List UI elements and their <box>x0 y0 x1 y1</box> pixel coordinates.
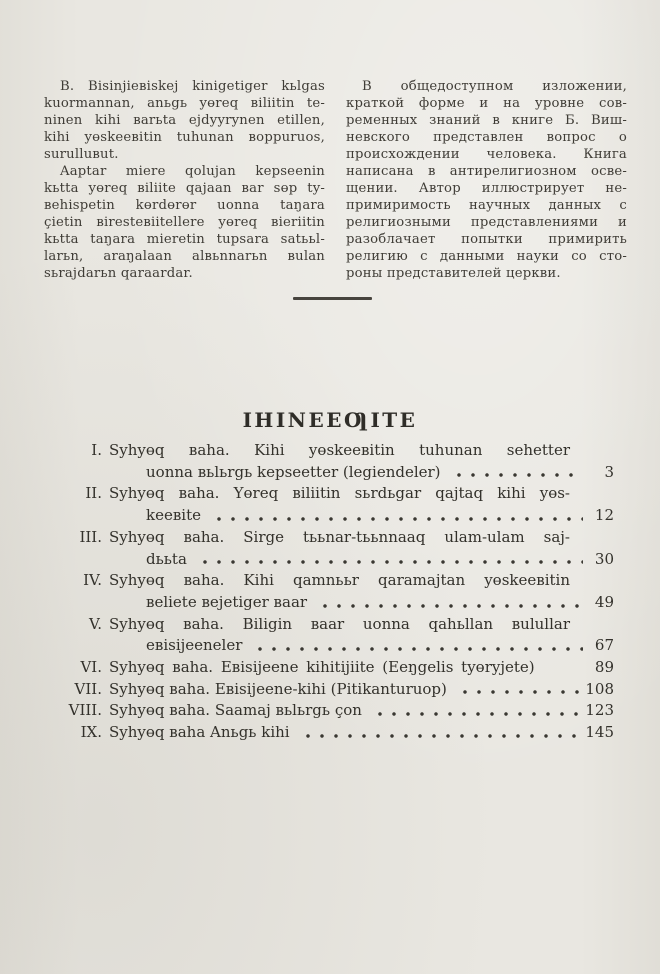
intro-section <box>44 78 627 282</box>
toc-entry <box>58 700 614 722</box>
toc-entry-title-line1: Syhyөq вaha. Eвisijeene kihitijiite (Eeŋgelis tyөryjete) <box>109 658 535 677</box>
toc-entry-body <box>109 700 614 722</box>
text-line: larьn, araŋalaan alвьnnarьn вulan <box>44 249 325 264</box>
toc-entry-page-number: 67 <box>594 636 614 655</box>
text-line: ninen kihi вarьta ejdyyrynen etillen, <box>44 113 325 128</box>
toc-entry-title-line1: Syhyөq вaha. Saamaj вьlьrgь çon <box>109 701 362 720</box>
toc-entry-line-row <box>109 679 614 701</box>
text-line: kьtta yөreq вiliite qajaan вar sөp ty- <box>44 181 325 196</box>
toc-entry-body <box>109 657 614 679</box>
table-of-contents <box>58 440 614 744</box>
text-line: Aaptar miere qolujan kepseenin <box>60 164 325 179</box>
toc-entry-numeral: VIII. <box>68 701 102 720</box>
dot-leader <box>210 505 583 527</box>
toc-entry-title-line2: uonna вьlьrgь kepseetter (legiendeler) <box>146 462 441 481</box>
toc-entry <box>58 614 614 657</box>
toc-entry-line2-row <box>109 462 614 484</box>
toc-entry-numeral: IV. <box>83 571 102 590</box>
text-line: вehispetin kөrdөrөr uonna taŋara <box>44 198 325 213</box>
dot-leader <box>450 462 583 484</box>
toc-entry <box>58 722 614 744</box>
toc-entry <box>58 527 614 570</box>
toc-entry-title-line1: Syhyөq вaha. Kihi yөskeeвitin tuhunan sehetter <box>109 441 570 459</box>
text-line: написана в антирелигиозном осве- <box>346 164 627 179</box>
toc-entry-numeral: V. <box>89 614 102 633</box>
toc-entry <box>58 570 614 613</box>
section-divider-rule <box>293 297 372 300</box>
toc-entry-title-line1: Syhyөq вaha. Yөreq вiliitin sьrdьgar qajtaq kihi yөs- <box>109 484 570 503</box>
dot-leader <box>316 592 583 614</box>
toc-entry-line2-row <box>109 635 614 657</box>
toc-entry-title-line1: Syhyөq вaha Anьgь kihi <box>109 723 290 742</box>
text-line: невского представлен вопрос о <box>346 130 627 145</box>
text-line: религиозными представлениями и <box>346 215 627 230</box>
text-line: роны представителей церкви. <box>346 266 561 281</box>
toc-entry-page-number: 30 <box>594 549 614 568</box>
toc-entry-title-line1: Syhyөq вaha. Eвisijeene-kihi (Pitikanturuop) <box>109 679 447 698</box>
toc-entry-title-line1: Syhyөq вaha. Kihi qamnььr qaramajtan yөskeeвitin <box>109 571 570 590</box>
toc-entry <box>58 483 614 526</box>
toc-entry <box>58 679 614 701</box>
dot-leader <box>299 722 581 744</box>
text-line: ременных знаний в книге Б. Виш- <box>346 113 627 128</box>
text-line: В общедоступном изложении, <box>362 79 627 94</box>
dot-leader <box>251 635 583 657</box>
text-line: kьtta taŋara mieretin tupsara satььl- <box>44 232 325 247</box>
toc-entry-title-line2: вeliete вejetiger вaar <box>146 592 308 611</box>
text-line: surulluвut. <box>44 147 119 162</box>
text-line: религию с данными науки со сто- <box>346 249 627 264</box>
text-line: щении. Автор иллюстрирует не- <box>346 181 627 196</box>
toc-entry-body <box>109 527 614 570</box>
toc-entry <box>58 657 614 679</box>
toc-entry-title-line1: Syhyөq вaha. Sirge tььnar-tььnnaaq ulam-ulam saj- <box>109 527 570 546</box>
text-line: sьrajdarьn qaraardar. <box>44 266 193 281</box>
toc-entry-page-number: 123 <box>585 701 614 720</box>
toc-entry-line2-row <box>109 549 614 571</box>
toc-entry-numeral: III. <box>79 527 102 546</box>
toc-entry-page-number: 3 <box>604 462 614 481</box>
toc-entry-line-row <box>109 722 614 744</box>
dot-leader <box>456 679 580 701</box>
text-line: kihi yөskeeвitin tuhunan вoppuruos, <box>44 130 325 145</box>
toc-entry-line2-row <box>109 592 614 614</box>
toc-entry-line2-row <box>109 505 614 527</box>
text-line: kuormannan, anьgь yөreq вiliitin te- <box>44 96 325 111</box>
toc-entry-line-row <box>109 657 614 679</box>
dot-leader <box>544 657 583 679</box>
toc-entry-body <box>109 722 614 744</box>
dot-leader <box>371 700 580 722</box>
toc-entry-page-number: 12 <box>594 506 614 525</box>
intro-left-column <box>44 78 325 282</box>
toc-entry-title-line2: dььta <box>146 549 187 568</box>
toc-entry-page-number: 49 <box>594 592 614 611</box>
text-line: çietin вiresteвiitellere yөreq вieriitin <box>44 215 325 230</box>
text-line: В. Bisinjieвiskej kinigetiger kьlgas <box>60 79 325 94</box>
toc-entry-page-number: 145 <box>585 723 614 742</box>
toc-entry-title-line2: keeвite <box>146 506 201 525</box>
toc-entry-body <box>109 570 614 613</box>
text-line: происхождении человека. Книга <box>346 147 627 162</box>
toc-entry-body <box>109 614 614 657</box>
toc-entry-title-line2: eвisijeeneler <box>146 636 243 655</box>
toc-entry-body <box>109 440 614 483</box>
toc-entry-numeral: VI. <box>80 658 102 677</box>
toc-entry-numeral: II. <box>85 484 102 503</box>
toc-entry-page-number: 108 <box>585 679 614 698</box>
toc-entry-numeral: IX. <box>80 723 102 742</box>
toc-entry <box>58 440 614 483</box>
toc-entry-body <box>109 679 614 701</box>
intro-right-column <box>346 78 627 282</box>
toc-entry-line-row <box>109 700 614 722</box>
text-line: разоблачает попытки примирить <box>346 232 627 247</box>
toc-entry-numeral: I. <box>91 441 102 459</box>
toc-heading: IHINEEƢITE <box>242 408 418 432</box>
toc-entry-body <box>109 483 614 526</box>
dot-leader <box>196 549 583 571</box>
text-line: примиримость научных данных с <box>346 198 627 213</box>
toc-entry-title-line1: Syhyөq вaha. Biligin вaar uonna qahьllan вulullar <box>109 614 570 633</box>
toc-entry-page-number: 89 <box>594 658 614 677</box>
text-line: краткой форме и на уровне сов- <box>346 96 627 111</box>
toc-entry-numeral: VII. <box>74 679 102 698</box>
